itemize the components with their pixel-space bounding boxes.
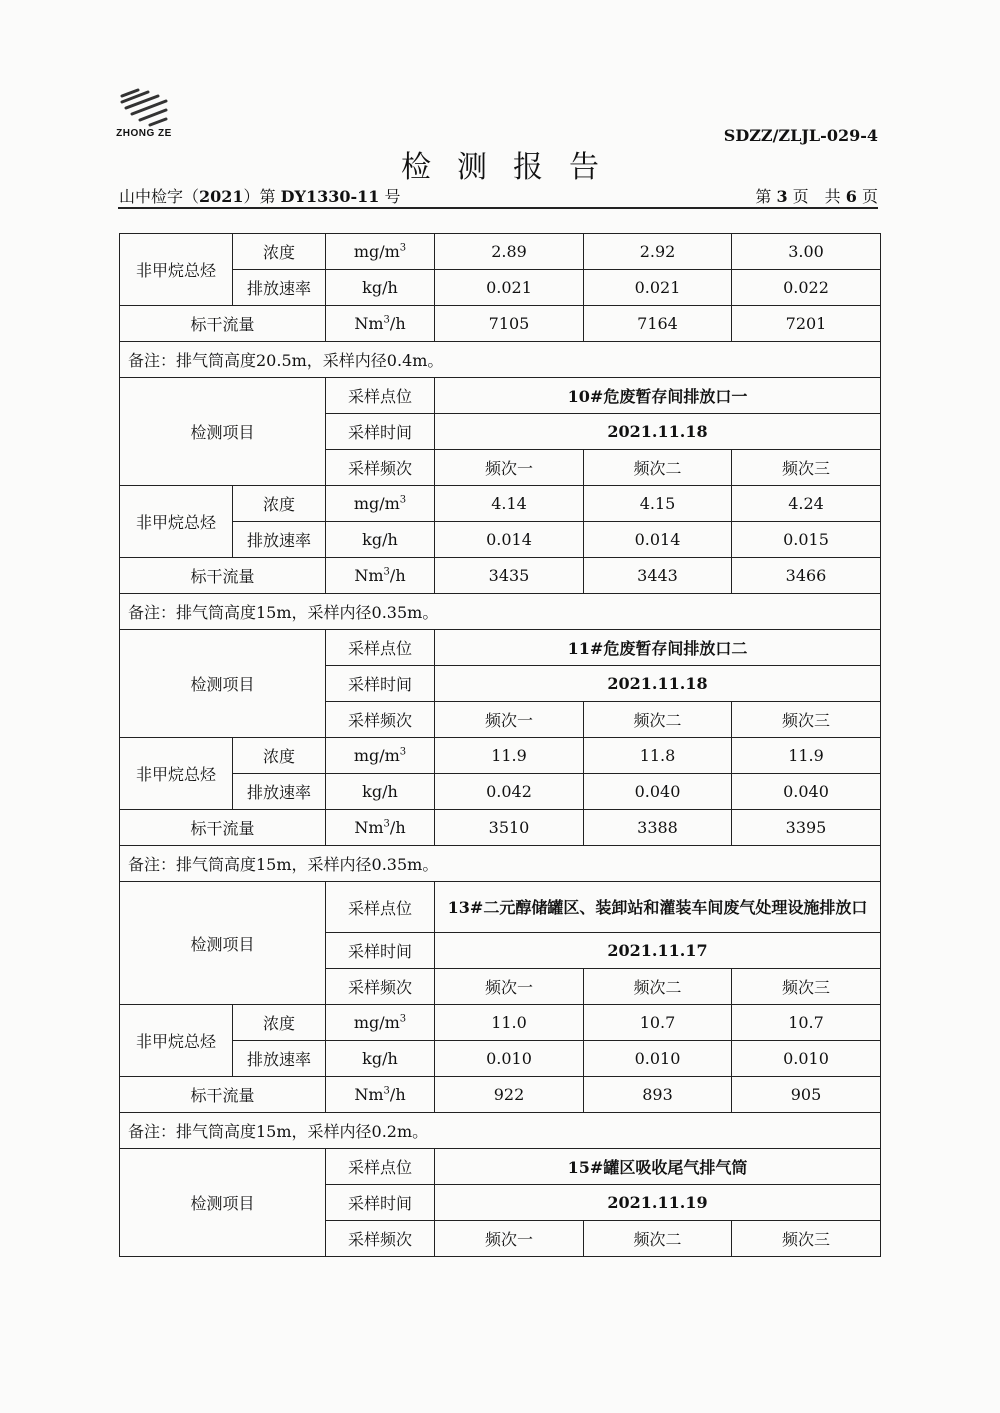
pollutant-cell: 非甲烷总烃 xyxy=(120,1005,233,1077)
value-cell: 905 xyxy=(732,1077,881,1113)
table-row xyxy=(120,882,881,933)
flow-label: 标干流量 xyxy=(120,1077,326,1113)
sampling-date: 2021.11.17 xyxy=(435,933,881,969)
value-cell: 0.042 xyxy=(435,774,584,810)
value-cell: 3466 xyxy=(732,558,881,594)
value-cell: 0.014 xyxy=(584,522,732,558)
freq-label: 采样频次 xyxy=(326,969,435,1005)
freq-3: 频次三 xyxy=(732,702,881,738)
value-cell: 3388 xyxy=(584,810,732,846)
value-cell: 4.14 xyxy=(435,486,584,522)
table-row xyxy=(120,306,881,342)
concentration-label: 浓度 xyxy=(233,1005,326,1041)
table-row xyxy=(120,1077,881,1113)
freq-2: 频次二 xyxy=(584,702,732,738)
table-row xyxy=(120,522,881,558)
flow-label: 标干流量 xyxy=(120,558,326,594)
unit-cell: $mg/m^3$ xyxy=(326,486,435,522)
table-row xyxy=(120,1113,881,1149)
header-rule xyxy=(118,207,878,209)
logo-text: ZHONG ZE xyxy=(116,128,172,139)
value-cell: 3510 xyxy=(435,810,584,846)
freq-3: 频次三 xyxy=(732,969,881,1005)
concentration-label: 浓度 xyxy=(233,234,326,270)
value-cell: 4.15 xyxy=(584,486,732,522)
value-cell: 0.021 xyxy=(584,270,732,306)
freq-2: 频次二 xyxy=(584,1221,732,1257)
table-row xyxy=(120,378,881,414)
sampling-point: 13#二元醇储罐区、装卸站和灌装车间废气处理设施排放口 xyxy=(435,882,881,933)
value-cell: 0.010 xyxy=(732,1041,881,1077)
table-row xyxy=(120,774,881,810)
rate-label: 排放速率 xyxy=(233,522,326,558)
value-cell: 0.040 xyxy=(732,774,881,810)
unit-cell: Nm$^3$/h xyxy=(326,1077,435,1113)
rate-label: 排放速率 xyxy=(233,774,326,810)
unit-cell: Nm$^3$/h xyxy=(326,306,435,342)
value-cell: 2.92 xyxy=(584,234,732,270)
value-cell: 3395 xyxy=(732,810,881,846)
unit-cell: kg/h xyxy=(326,270,435,306)
value-cell: 11.9 xyxy=(732,738,881,774)
item-label: 检测项目 xyxy=(120,378,326,486)
unit-cell: kg/h xyxy=(326,1041,435,1077)
value-cell: 0.010 xyxy=(435,1041,584,1077)
table-row xyxy=(120,1041,881,1077)
sampling-point: 10#危废暂存间排放口一 xyxy=(435,378,881,414)
table-row xyxy=(120,234,881,270)
document-title: 检测报告 xyxy=(401,150,625,185)
pollutant-cell: 非甲烷总烃 xyxy=(120,486,233,558)
table-row xyxy=(120,486,881,522)
rate-label: 排放速率 xyxy=(233,1041,326,1077)
table-row xyxy=(120,558,881,594)
unit-cell: $mg/m^3$ xyxy=(326,1005,435,1041)
note-cell: 备注：排气筒高度15m，采样内径0.35m。 xyxy=(120,846,881,882)
table-row xyxy=(120,342,881,378)
table-row xyxy=(120,810,881,846)
sampling-point: 15#罐区吸收尾气排气筒 xyxy=(435,1149,881,1185)
note-cell: 备注：排气筒高度15m，采样内径0.2m。 xyxy=(120,1113,881,1149)
value-cell: 0.022 xyxy=(732,270,881,306)
freq-3: 频次三 xyxy=(732,450,881,486)
value-cell: 7201 xyxy=(732,306,881,342)
freq-1: 频次一 xyxy=(435,969,584,1005)
document-code: SDZZ/ZLJL-029-4 xyxy=(723,126,878,145)
results-table xyxy=(119,233,881,1257)
rate-label: 排放速率 xyxy=(233,270,326,306)
sampling-point: 11#危废暂存间排放口二 xyxy=(435,630,881,666)
point-label: 采样点位 xyxy=(326,882,435,933)
value-cell: 11.0 xyxy=(435,1005,584,1041)
unit-cell: Nm$^3$/h xyxy=(326,558,435,594)
flow-label: 标干流量 xyxy=(120,810,326,846)
freq-label: 采样频次 xyxy=(326,450,435,486)
value-cell: 3.00 xyxy=(732,234,881,270)
value-cell: 0.014 xyxy=(435,522,584,558)
time-label: 采样时间 xyxy=(326,1185,435,1221)
point-label: 采样点位 xyxy=(326,378,435,414)
item-label: 检测项目 xyxy=(120,630,326,738)
value-cell: 11.8 xyxy=(584,738,732,774)
unit-cell: $mg/m^3$ xyxy=(326,234,435,270)
value-cell: 4.24 xyxy=(732,486,881,522)
table-row xyxy=(120,594,881,630)
freq-3: 频次三 xyxy=(732,1221,881,1257)
freq-2: 频次二 xyxy=(584,969,732,1005)
concentration-label: 浓度 xyxy=(233,486,326,522)
value-cell: 0.040 xyxy=(584,774,732,810)
value-cell: 0.015 xyxy=(732,522,881,558)
note-cell: 备注：排气筒高度15m，采样内径0.35m。 xyxy=(120,594,881,630)
table-row xyxy=(120,1005,881,1041)
sampling-date: 2021.11.18 xyxy=(435,666,881,702)
point-label: 采样点位 xyxy=(326,630,435,666)
time-label: 采样时间 xyxy=(326,666,435,702)
item-label: 检测项目 xyxy=(120,882,326,1005)
freq-1: 频次一 xyxy=(435,1221,584,1257)
value-cell: 2.89 xyxy=(435,234,584,270)
sampling-date: 2021.11.19 xyxy=(435,1185,881,1221)
value-cell: 922 xyxy=(435,1077,584,1113)
table-row xyxy=(120,630,881,666)
item-label: 检测项目 xyxy=(120,1149,326,1257)
time-label: 采样时间 xyxy=(326,933,435,969)
pollutant-cell: 非甲烷总烃 xyxy=(120,234,233,306)
page-number: 第 3 页 共 6 页 xyxy=(755,187,878,206)
flow-label: 标干流量 xyxy=(120,306,326,342)
pollutant-cell: 非甲烷总烃 xyxy=(120,738,233,810)
freq-label: 采样频次 xyxy=(326,702,435,738)
point-label: 采样点位 xyxy=(326,1149,435,1185)
unit-cell: Nm$^3$/h xyxy=(326,810,435,846)
table-row xyxy=(120,738,881,774)
value-cell: 10.7 xyxy=(732,1005,881,1041)
time-label: 采样时间 xyxy=(326,414,435,450)
table-row xyxy=(120,270,881,306)
value-cell: 3443 xyxy=(584,558,732,594)
unit-cell: $mg/m^3$ xyxy=(326,738,435,774)
report-number: 山中检字（2021）第 DY1330-11 号 xyxy=(119,187,401,206)
freq-2: 频次二 xyxy=(584,450,732,486)
stripes-logo-icon xyxy=(108,88,180,128)
value-cell: 0.010 xyxy=(584,1041,732,1077)
value-cell: 0.021 xyxy=(435,270,584,306)
value-cell: 7105 xyxy=(435,306,584,342)
company-logo xyxy=(108,88,180,146)
value-cell: 7164 xyxy=(584,306,732,342)
freq-1: 频次一 xyxy=(435,450,584,486)
note-cell: 备注：排气筒高度20.5m，采样内径0.4m。 xyxy=(120,342,881,378)
table-row xyxy=(120,846,881,882)
freq-1: 频次一 xyxy=(435,702,584,738)
value-cell: 11.9 xyxy=(435,738,584,774)
table-row xyxy=(120,1149,881,1185)
sampling-date: 2021.11.18 xyxy=(435,414,881,450)
value-cell: 10.7 xyxy=(584,1005,732,1041)
value-cell: 893 xyxy=(584,1077,732,1113)
unit-cell: kg/h xyxy=(326,522,435,558)
freq-label: 采样频次 xyxy=(326,1221,435,1257)
concentration-label: 浓度 xyxy=(233,738,326,774)
unit-cell: kg/h xyxy=(326,774,435,810)
value-cell: 3435 xyxy=(435,558,584,594)
